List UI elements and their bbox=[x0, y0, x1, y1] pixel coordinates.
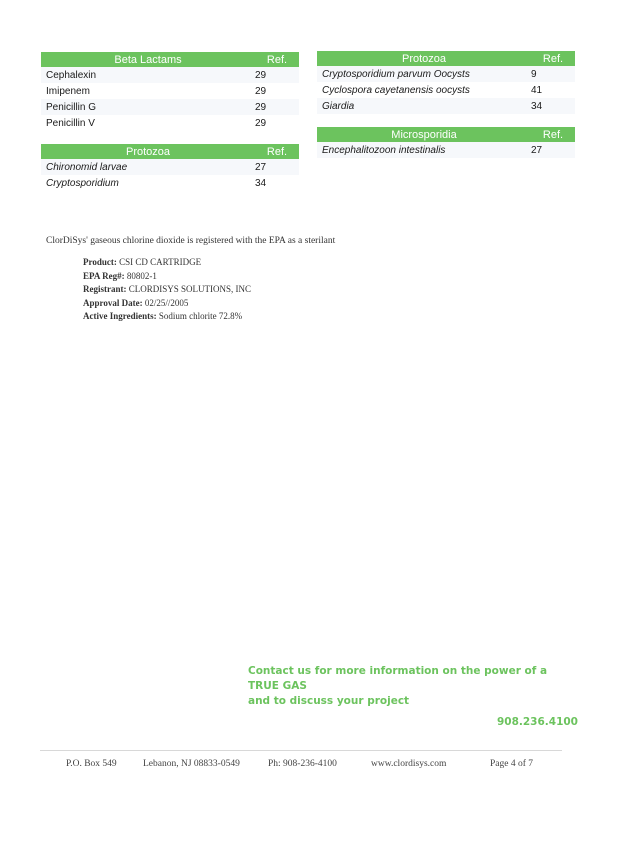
registration-value: 02/25//2005 bbox=[144, 297, 189, 308]
table-header bbox=[317, 51, 575, 66]
table-row bbox=[317, 142, 575, 158]
contact-line-2: and to discuss your project bbox=[248, 695, 410, 707]
registration-label: Active Ingredients: bbox=[83, 311, 157, 322]
row-ref: 29 bbox=[255, 69, 267, 81]
row-ref: 27 bbox=[531, 144, 543, 156]
registration-value: CLORDISYS SOLUTIONS, INC bbox=[128, 284, 252, 295]
row-ref: 29 bbox=[255, 101, 267, 113]
registration-item bbox=[83, 256, 251, 270]
table-category: Beta Lactams bbox=[114, 53, 182, 66]
registration-value: CSI CD CARTRIDGE bbox=[119, 257, 202, 267]
registration-label: Registrant: bbox=[83, 284, 127, 295]
table-row bbox=[41, 175, 299, 191]
table-ref-header: Ref. bbox=[266, 145, 288, 158]
table-category: Protozoa bbox=[125, 145, 171, 158]
table-row bbox=[317, 66, 575, 82]
row-ref: 29 bbox=[255, 85, 267, 97]
row-ref: 34 bbox=[255, 177, 267, 189]
table-header bbox=[41, 52, 299, 67]
registration-item bbox=[83, 283, 251, 297]
contact-phone: 908.236.4100 bbox=[496, 716, 578, 728]
registration-details bbox=[83, 256, 251, 324]
row-name: Imipenem bbox=[46, 85, 90, 97]
row-name: Cryptosporidium bbox=[46, 177, 119, 189]
table-microsporidia bbox=[317, 127, 575, 158]
footer-phone: Ph: 908-236-4100 bbox=[268, 759, 337, 769]
row-name: Giardia bbox=[322, 100, 355, 112]
registration-item bbox=[83, 270, 251, 284]
contact-line-1: Contact us for more information on the power of a TRUE GAS bbox=[248, 665, 548, 692]
registration-label: Product: bbox=[83, 257, 117, 267]
registration-item bbox=[83, 297, 251, 311]
row-name: Encephalitozoon intestinalis bbox=[322, 144, 446, 156]
row-ref: 41 bbox=[531, 84, 543, 96]
table-ref-header: Ref. bbox=[542, 52, 564, 65]
footer-page-number: Page 4 of 7 bbox=[490, 759, 534, 769]
table-protozoa-left bbox=[41, 144, 299, 191]
row-ref: 9 bbox=[531, 68, 537, 80]
table-row bbox=[317, 82, 575, 98]
table-header bbox=[41, 144, 299, 159]
row-name: Cyclospora cayetanensis oocysts bbox=[322, 84, 470, 96]
table-row bbox=[317, 98, 575, 114]
registration-intro: ClorDiSys' gaseous chlorine dioxide is registered with the EPA as a sterilant bbox=[46, 236, 336, 246]
registration-value: Sodium chlorite 72.8% bbox=[158, 311, 243, 322]
table-header bbox=[317, 127, 575, 142]
footer-city: Lebanon, NJ 08833-0549 bbox=[143, 759, 240, 769]
row-ref: 34 bbox=[531, 100, 543, 112]
row-name: Cryptosporidium parvum Oocysts bbox=[322, 68, 470, 80]
table-beta-lactams bbox=[41, 52, 299, 131]
table-row bbox=[41, 83, 299, 99]
table-row bbox=[41, 115, 299, 131]
registration-label: Approval Date: bbox=[83, 297, 143, 308]
table-category: Protozoa bbox=[401, 52, 447, 65]
row-ref: 29 bbox=[255, 117, 267, 129]
row-name: Cephalexin bbox=[46, 69, 97, 81]
row-name: Penicillin V bbox=[46, 117, 95, 129]
table-protozoa-right bbox=[317, 51, 575, 114]
footer-divider bbox=[40, 750, 562, 751]
row-name: Chironomid larvae bbox=[46, 161, 128, 173]
row-name: Penicillin G bbox=[46, 101, 97, 113]
footer-website: www.clordisys.com bbox=[371, 759, 447, 769]
table-ref-header: Ref. bbox=[542, 128, 564, 141]
row-ref: 27 bbox=[255, 161, 267, 173]
table-row bbox=[41, 67, 299, 83]
registration-item bbox=[83, 310, 251, 324]
footer-address: P.O. Box 549 bbox=[66, 759, 117, 769]
registration-value: 80802-1 bbox=[126, 270, 157, 281]
table-row bbox=[41, 99, 299, 115]
table-category: Microsporidia bbox=[391, 128, 457, 141]
registration-label: EPA Reg#: bbox=[83, 270, 125, 281]
contact-block bbox=[248, 664, 578, 730]
table-ref-header: Ref. bbox=[266, 53, 288, 66]
table-row bbox=[41, 159, 299, 175]
